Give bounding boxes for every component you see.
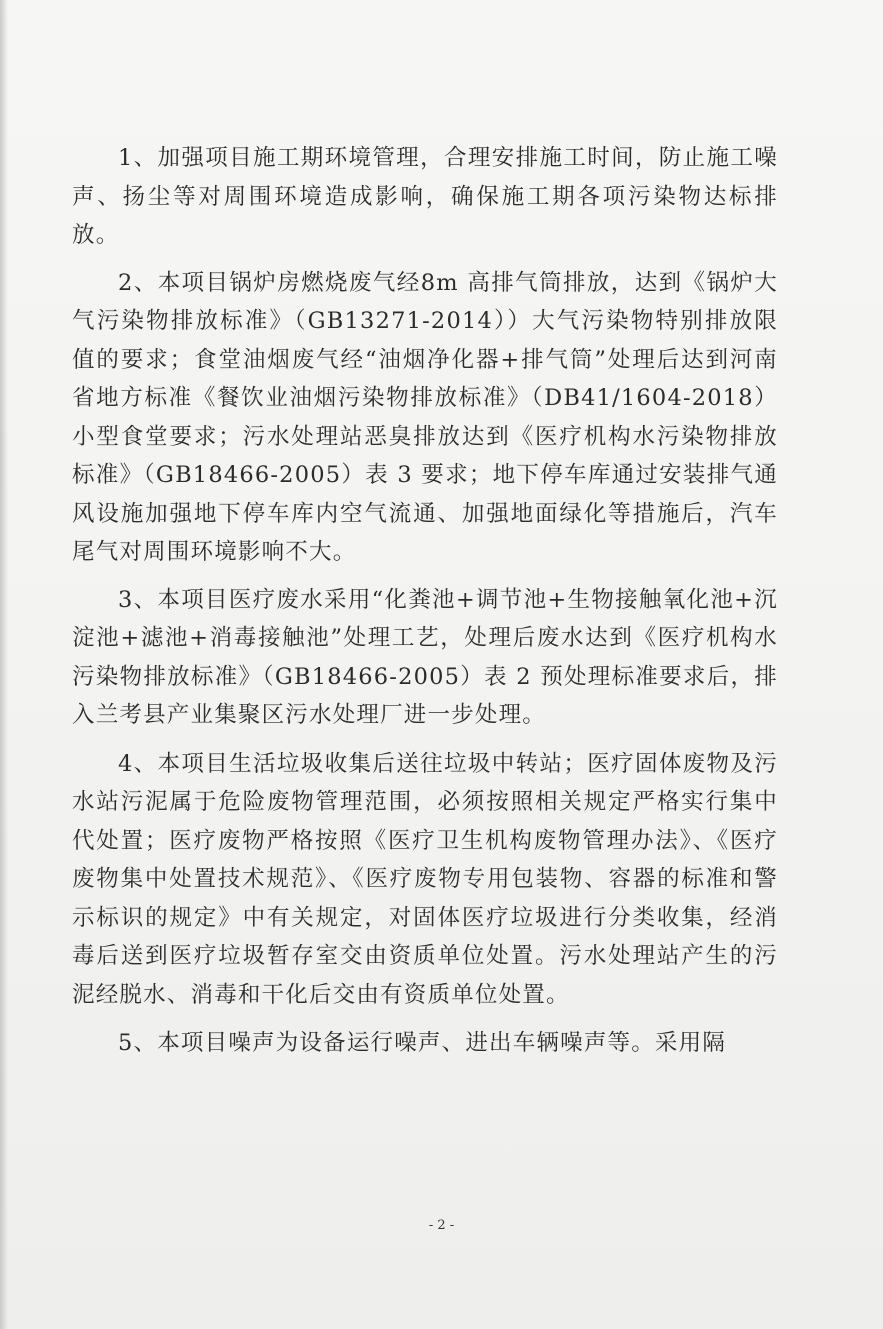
paragraph-3: 3、本项目医疗废水采用“化粪池+调节池+生物接触氧化池+沉淀池+滤池+消毒接触池”处理工艺，处理后废水达到《医疗机构水污染物排放标准》（GB18466-2005）表 2 预处理标准要求后，排入兰考县产业集聚区污水处理厂进一步处理。 bbox=[72, 586, 778, 728]
page-number: - 2 - bbox=[428, 1218, 455, 1233]
paragraph-4: 4、本项目生活垃圾收集后送往垃圾中转站；医疗固体废物及污水站污泥属于危险废物管理范围，必须按照相关规定严格实行集中代处置；医疗废物严格按照《医疗卫生机构废物管理办法》、《医疗废物集中处置技术规范》、《医疗废物专用包装物、容器的标准和警示标识的规定》中有关规定，对固体医疗垃圾进行分类收集，经消毒后送到医疗垃圾暂存室交由资质单位处置。污水处理站产生的污泥经脱水、消毒和干化后交由有资质单位处置。 bbox=[72, 750, 778, 1008]
paragraph-5: 5、本项目噪声为设备运行噪声、进出车辆噪声等。采用隔 bbox=[118, 1030, 727, 1056]
paragraph-1: 1、加强项目施工期环境管理，合理安排施工时间，防止施工噪声、扬尘等对周围环境造成影响，确保施工期各项污染物达标排放。 bbox=[72, 145, 778, 248]
paragraph-2: 2、本项目锅炉房燃烧废气经8m 高排气筒排放，达到《锅炉大气污染物排放标准》（GB13271-2014））大气污染物特别排放限值的要求；食堂油烟废气经“油烟净化器+排气筒”处理后达到河南省地方标准《餐饮业油烟污染物排放标准》（DB41/1604-2018）小型食堂要求；污水处理站恶臭排放达到《医疗机构水污染物排放标准》（GB18466-2005）表 3 要求；地下停车库通过安装排气通风设施加强地下停车库内空气流通、加强地面绿化等措施后，汽车尾气对周围环境影响不大。 bbox=[72, 269, 778, 565]
page-edge-shadow bbox=[0, 0, 8, 1329]
document-body bbox=[72, 139, 778, 1069]
